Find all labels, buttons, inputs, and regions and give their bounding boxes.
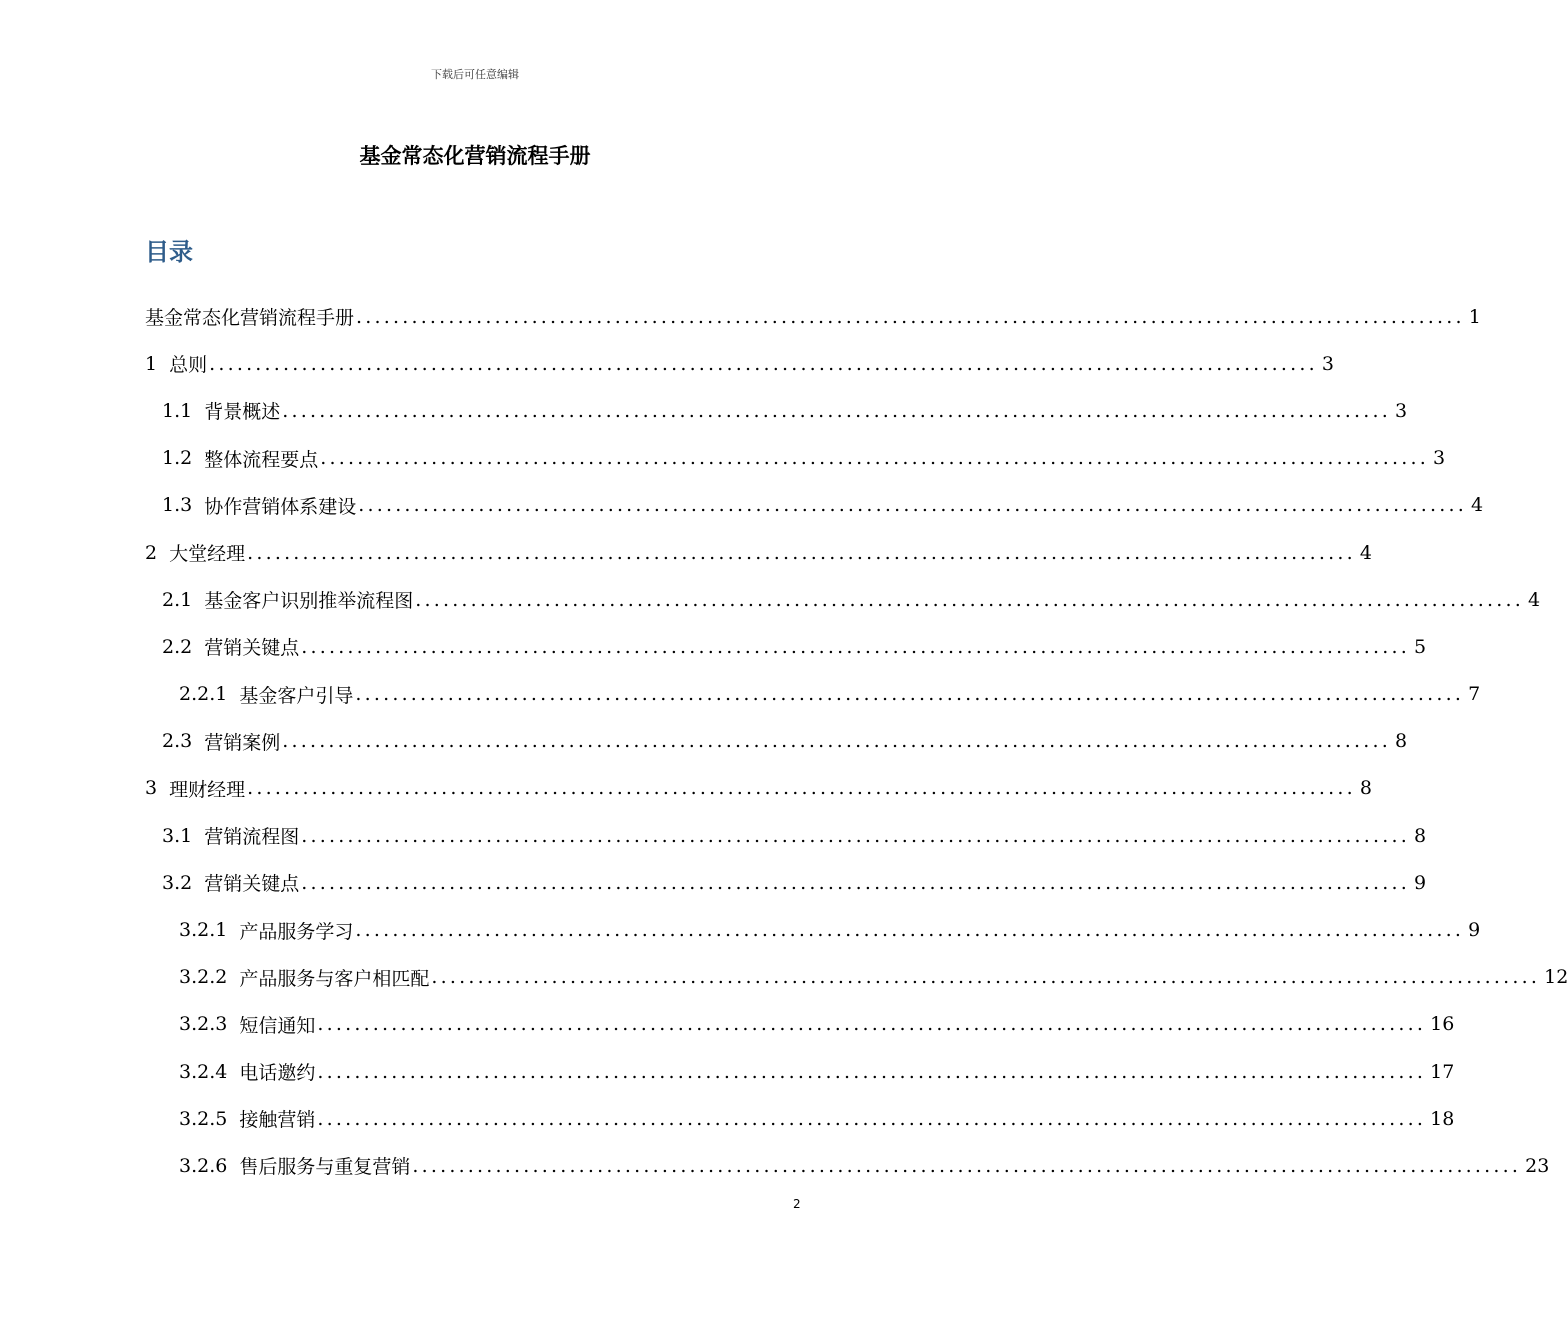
toc-entry-title: 基金客户识别推举流程图 [204,590,414,613]
toc-entry[interactable] [145,718,1408,765]
toc-entry-number: 2.3 [162,730,193,753]
toc-entry-number: 3.2.4 [179,1060,228,1083]
toc-entry-number: 3.2.6 [179,1154,228,1177]
toc-entry[interactable] [145,1001,1455,1048]
toc-entry-title: 营销流程图 [204,826,300,849]
toc-entry[interactable] [145,293,1481,340]
toc-entry-page: 16 [1430,1013,1455,1036]
toc-dot-leader: ........................................................................................................................ [320,447,1429,470]
toc-entry-number: 1.1 [162,399,193,422]
toc-entry-page: 9 [1468,919,1481,942]
toc-entry-title: 营销案例 [204,731,281,754]
toc-entry-page: 18 [1430,1107,1455,1130]
toc-entry-number: 2 [145,541,158,564]
toc-dot-leader: ........................................................................................................................ [247,541,1356,564]
toc-entry-page: 23 [1525,1154,1550,1177]
toc-entry-number: 3.2 [162,871,193,894]
toc-entry-page: 5 [1413,635,1427,658]
toc-dot-leader: ........................................................................................................................ [317,1013,1427,1036]
toc-dot-leader: ........................................................................................................................ [412,1154,1522,1177]
toc-entry-page: 8 [1413,824,1427,847]
toc-entry-title: 基金常态化营销流程手册 [145,307,355,330]
toc-entry[interactable] [145,765,1372,812]
toc-entry-title: 产品服务与客户相匹配 [239,967,430,990]
toc-entry-number: 3.2.5 [179,1107,228,1130]
toc-entry-page: 12 [1544,966,1568,989]
toc-entry-page: 3 [1321,352,1334,375]
toc-entry[interactable] [145,671,1481,718]
toc-entry-title: 协作营销体系建设 [204,495,357,518]
toc-dot-leader: ........................................................................................................................ [282,399,1391,422]
header-note: 下载后可任意编辑 [431,68,519,81]
toc-dot-leader: ........................................................................................................................ [356,305,1465,328]
toc-entry-title: 背景概述 [204,401,281,424]
toc-dot-leader: ........................................................................................................................ [355,683,1465,706]
toc-dot-leader: ........................................................................................................................ [317,1060,1427,1083]
toc-entry-title: 接触营销 [239,1109,316,1132]
toc-entry-title: 售后服务与重复营销 [239,1156,411,1179]
toc-dot-leader: ........................................................................................................................ [301,824,1410,847]
toc-entry-title: 基金客户引导 [239,684,354,707]
toc-entry[interactable] [145,576,1541,623]
toc-entry-page: 3 [1394,399,1408,422]
toc-entry-title: 电话邀约 [239,1062,316,1085]
toc-entry-number: 3.1 [162,824,193,847]
toc-entry[interactable] [145,340,1334,387]
toc-entry[interactable] [145,906,1481,953]
toc-entry-number: 2.2.1 [179,683,228,706]
toc-entry-number: 3.2.1 [179,919,228,942]
toc-entry[interactable] [145,435,1446,482]
toc-entry[interactable] [145,623,1427,670]
toc-entry-title: 总则 [169,354,208,377]
toc-dot-leader: ........................................................................................................................ [247,777,1356,800]
toc-entry-number: 2.2 [162,635,193,658]
toc-entry[interactable] [145,954,1568,1001]
document-title: 基金常态化营销流程手册 [359,144,591,168]
toc-dot-leader: ........................................................................................................................ [317,1107,1427,1130]
toc-entry-page: 9 [1413,871,1427,894]
toc-entry-number: 1.2 [162,447,193,470]
toc-heading: 目录 [145,238,193,266]
page-number: 2 [793,1197,801,1211]
toc-dot-leader: ........................................................................................................................ [301,635,1410,658]
toc-entry[interactable] [145,529,1372,576]
toc-entry-page: 4 [1527,588,1541,611]
toc-entry[interactable] [145,1142,1550,1189]
toc-dot-leader: ........................................................................................................................ [415,588,1524,611]
toc-entry-number: 3.2.2 [179,966,228,989]
toc-entry-page: 4 [1470,494,1484,517]
toc-entry[interactable] [145,1095,1455,1142]
toc-dot-leader: ........................................................................................................................ [282,730,1391,753]
toc-entry-title: 营销关键点 [204,637,300,660]
toc-dot-leader: ........................................................................................................................ [209,352,1318,375]
toc-entry[interactable] [145,1048,1455,1095]
toc-entry[interactable] [145,387,1408,434]
toc-dot-leader: ........................................................................................................................ [431,966,1541,989]
toc-entry[interactable] [145,812,1427,859]
toc-entry-page: 1 [1468,305,1481,328]
toc-entry-page: 8 [1394,730,1408,753]
table-of-contents [145,293,1568,1190]
toc-entry-title: 整体流程要点 [204,448,319,471]
toc-entry-title: 营销关键点 [204,873,300,896]
toc-entry-title: 短信通知 [239,1014,316,1037]
toc-entry-number: 1.3 [162,494,193,517]
toc-entry-title: 产品服务学习 [239,920,354,943]
toc-entry-number: 1 [145,352,158,375]
toc-entry-page: 17 [1430,1060,1455,1083]
toc-dot-leader: ........................................................................................................................ [355,919,1465,942]
toc-entry-page: 8 [1359,777,1372,800]
toc-dot-leader: ........................................................................................................................ [358,494,1467,517]
toc-entry[interactable] [145,859,1427,906]
toc-entry-title: 理财经理 [169,778,246,801]
toc-entry-title: 大堂经理 [169,543,246,566]
toc-entry-page: 3 [1432,447,1446,470]
toc-entry-number: 3.2.3 [179,1013,228,1036]
toc-entry-page: 7 [1468,683,1481,706]
toc-entry-page: 4 [1359,541,1372,564]
toc-entry-number: 3 [145,777,158,800]
toc-dot-leader: ........................................................................................................................ [301,871,1410,894]
toc-entry[interactable] [145,482,1484,529]
toc-entry-number: 2.1 [162,588,193,611]
